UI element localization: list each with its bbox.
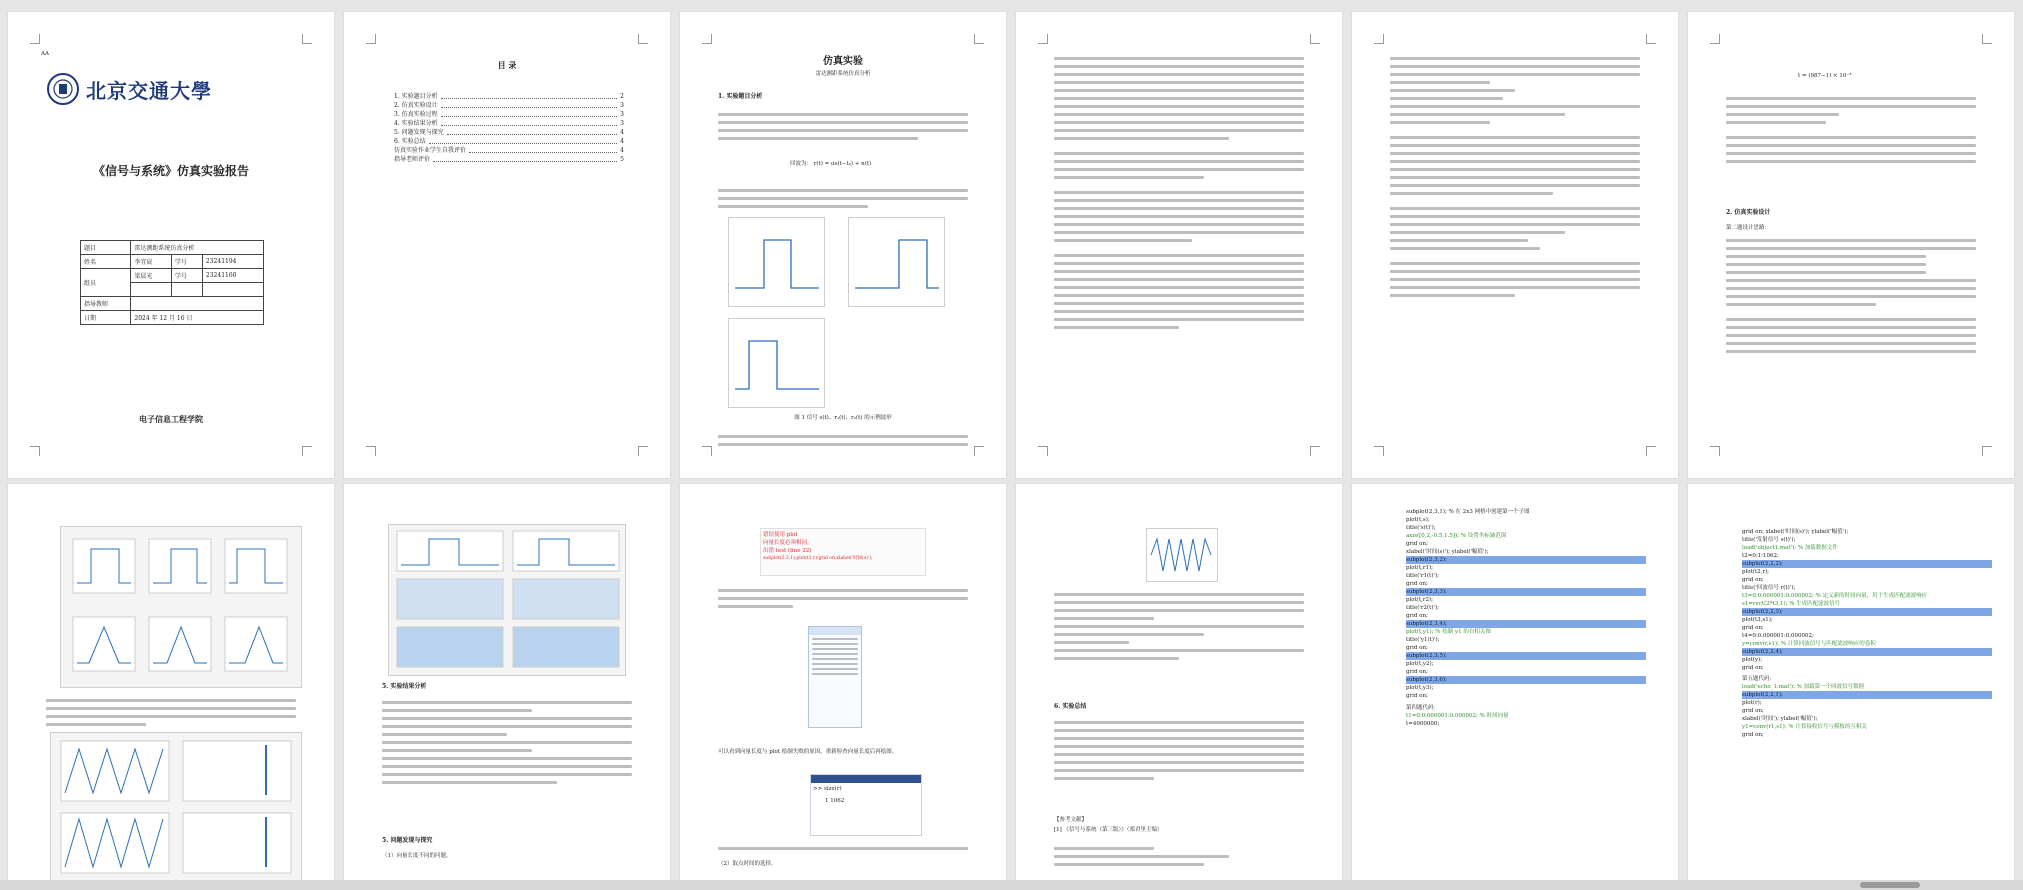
code-line: y1=conv(r1,s1); % 计算接收信号与模板的互相关 bbox=[1742, 724, 1867, 730]
paragraph bbox=[1054, 588, 1304, 665]
paragraph bbox=[1390, 52, 1640, 302]
experiment-title: 仿真实验 bbox=[823, 56, 863, 67]
college-name: 电子信息工程学院 bbox=[139, 414, 203, 424]
references-title: 【参考文献】 bbox=[1054, 817, 1088, 823]
code-line: xlabel('时间'); ylabel('幅值'); bbox=[1742, 716, 1818, 722]
cell-value: 雷达测距系统仿真分析 bbox=[131, 241, 264, 255]
error-line: 出错 test (line 22) bbox=[763, 548, 812, 554]
page-cover bbox=[8, 12, 334, 478]
code-line: t4=0:0.000001:0.000002; bbox=[1742, 633, 1814, 639]
error-line: 向量长度必须相同。 bbox=[763, 540, 813, 546]
paragraph bbox=[718, 108, 968, 145]
section-heading: 5. 实验结果分析 bbox=[382, 683, 427, 690]
code-line: grid on; bbox=[1742, 665, 1764, 671]
code-line: grid on; bbox=[1406, 581, 1428, 587]
code-line: plot(t3,s1); bbox=[1742, 617, 1773, 623]
workspace-screenshot bbox=[808, 626, 862, 728]
code-section-title: 第四题代码： bbox=[1406, 705, 1440, 711]
code-line: plot(t2,r); bbox=[1742, 569, 1770, 575]
figure-grid-4 bbox=[50, 732, 302, 880]
code-line: grid on; bbox=[1742, 625, 1764, 631]
scrollbar-thumb[interactable] bbox=[1860, 882, 1920, 888]
paragraph bbox=[718, 430, 968, 451]
code-line: subplot(2,2,1); bbox=[1742, 691, 1992, 699]
code-line: plot(t,r1); bbox=[1406, 565, 1434, 571]
code-line: xlabel('时间(s)'); ylabel('幅值'); bbox=[1406, 549, 1489, 555]
code-line: subplot(2,2,3); bbox=[1742, 608, 1992, 616]
code-line: t1=0:0.000001:0.000002; % 时间向量 bbox=[1406, 713, 1509, 719]
reference-item: [1] 《信号与系统（第三版）》（郑君里主编） bbox=[1054, 827, 1163, 833]
page-code-12 bbox=[1688, 484, 2014, 880]
cell-label: 日期 bbox=[81, 311, 131, 325]
page-debug-9 bbox=[680, 484, 1006, 880]
code-line: subplot(2,3,1); % 在 2x3 网格中创建第一个子图 bbox=[1406, 509, 1530, 515]
code-line: subplot(2,3,4); bbox=[1406, 620, 1646, 628]
code-block bbox=[1406, 508, 1646, 728]
code-line: y=conv(r,s1); % 计算回波信号与匹配滤波响应的卷积 bbox=[1742, 641, 1876, 647]
code-line: title('y1(t)'); bbox=[1406, 637, 1440, 643]
command-line: >> size(r) bbox=[813, 786, 842, 792]
code-line: axis([0,2,-0.5,1.5]); % 设置坐标轴范围 bbox=[1406, 533, 1507, 539]
code-line: s1=rect(2*t3,1); % 生成匹配滤波信号 bbox=[1742, 601, 1841, 607]
figure-rect-pulse bbox=[728, 217, 825, 307]
code-line: subplot(2,3,3); bbox=[1406, 588, 1646, 596]
horizontal-scrollbar[interactable] bbox=[0, 880, 2023, 890]
paragraph bbox=[46, 694, 296, 731]
command-window bbox=[810, 774, 922, 836]
paragraph bbox=[718, 184, 968, 213]
code-line: title('r1(t)'); bbox=[1406, 573, 1439, 579]
code-line: t3=0:0.000001:0.000002; % 定义新的时间向量，用于生成匹配滤波响应 bbox=[1742, 593, 1928, 599]
toc-item[interactable]: 5. 问题发现与探究 4 bbox=[394, 129, 624, 136]
page-figures-8 bbox=[344, 484, 670, 880]
cell-label: 姓名 bbox=[81, 255, 131, 269]
code-line: grid on; xlabel('时间(s)'); ylabel('幅值'); bbox=[1742, 529, 1849, 535]
cell-value: 2024 年 12 月 16 日 bbox=[131, 311, 264, 325]
code-line: grid on; bbox=[1742, 577, 1764, 583]
code-line: grid on; bbox=[1406, 693, 1428, 699]
code-line: grid on; bbox=[1742, 732, 1764, 738]
figure-noisy-signals bbox=[388, 524, 626, 676]
cell-label: 学号 bbox=[172, 269, 203, 283]
code-block bbox=[1742, 528, 1992, 739]
cell-value: 23241194 bbox=[202, 255, 263, 269]
page-text-5 bbox=[1352, 12, 1678, 478]
command-output: 1 1062 bbox=[825, 798, 845, 804]
error-line: 错误使用 plot bbox=[763, 532, 798, 538]
section-heading: 1. 实验题目分析 bbox=[718, 93, 763, 100]
sub-problem: （2）取点时间的选择。 bbox=[718, 861, 777, 867]
paragraph-lead: 第二题设计思路： bbox=[1726, 225, 1771, 231]
code-line: load('object1.mat'); % 加载数据文件 bbox=[1742, 545, 1838, 551]
cell-value: 梁晨光 bbox=[131, 269, 172, 283]
section-heading: 6. 实验总结 bbox=[1054, 703, 1087, 710]
figure-grid-6 bbox=[60, 526, 302, 688]
paragraph bbox=[1054, 716, 1304, 785]
figure-caption: 图 1 信号 s(t)、r₁(t)、r₂(t) 的示例波形 bbox=[794, 415, 892, 421]
cell-label: 组员 bbox=[81, 269, 131, 297]
paragraph bbox=[382, 696, 632, 789]
university-logo bbox=[46, 72, 212, 106]
university-seal-icon bbox=[46, 72, 80, 106]
toc-item[interactable]: 仿真实验作业学生自我评价 4 bbox=[394, 147, 624, 154]
matlab-error bbox=[760, 528, 926, 576]
code-line: grid on; bbox=[1406, 645, 1428, 651]
code-line: subplot(2,3,5); bbox=[1406, 652, 1646, 660]
paragraph bbox=[1054, 52, 1304, 334]
error-line: subplot(2,2,1);plot(t1,r);grid on;xlabel('时间(s)'); bbox=[763, 556, 873, 561]
toc-item[interactable]: 3. 仿真实验过程 3 bbox=[394, 111, 624, 118]
code-line: load('echo_1.mat'); % 加载第一个回波信号数据 bbox=[1742, 684, 1865, 690]
toc-list bbox=[394, 92, 624, 164]
formula: 回波为： r(t) = αs(t−t₀) + n(t) bbox=[790, 161, 872, 167]
cell-value bbox=[131, 297, 264, 311]
code-line: plot(y); bbox=[1742, 657, 1763, 663]
page-summary-10 bbox=[1016, 484, 1342, 880]
paragraph bbox=[1726, 234, 1976, 358]
info-table bbox=[80, 240, 264, 325]
note: 可以看到向量长度与 plot 绘制失败的原因，重新检查向量长度后再绘图。 bbox=[718, 749, 898, 755]
cell-label: 指导教师 bbox=[81, 297, 131, 311]
code-line: grid on; bbox=[1406, 613, 1428, 619]
figure-sine bbox=[1146, 528, 1218, 582]
code-section-title: 第五题代码： bbox=[1742, 676, 1776, 682]
code-line: grid on; bbox=[1406, 669, 1428, 675]
cell-value: 李宜宸 bbox=[131, 255, 172, 269]
paragraph bbox=[718, 584, 968, 613]
code-line: subplot(2,2,4); bbox=[1742, 648, 1992, 656]
corner-mark: AA bbox=[41, 51, 49, 57]
page-code-11 bbox=[1352, 484, 1678, 880]
figure-rect-pulse-shifted bbox=[848, 217, 945, 307]
report-title: 《信号与系统》仿真实验报告 bbox=[92, 164, 249, 178]
paragraph-lead: （1）向量长度不同的问题。 bbox=[382, 853, 452, 859]
code-line: title('回波信号 r(t)'); bbox=[1742, 585, 1796, 591]
code-line: plot(t,s); bbox=[1406, 517, 1430, 523]
section-heading: 5. 问题发现与探究 bbox=[382, 837, 433, 844]
paragraph bbox=[1054, 842, 1304, 871]
cell-value bbox=[131, 283, 172, 297]
toc-item[interactable]: 1. 实验题目分析 2 bbox=[394, 93, 624, 100]
code-line: plot(t,y1); % 绘制 y1 的自相关图 bbox=[1406, 629, 1491, 635]
code-line: plot(t,y3); bbox=[1406, 685, 1434, 691]
experiment-subtitle: 雷达测距系统仿真分析 bbox=[815, 71, 871, 77]
code-line: subplot(2,3,2); bbox=[1406, 556, 1646, 564]
page-experiment bbox=[680, 12, 1006, 478]
section-heading: 2. 仿真实验设计 bbox=[1726, 209, 1771, 216]
code-line: plot(t,y2); bbox=[1406, 661, 1434, 667]
code-line: title('r2(t)'); bbox=[1406, 605, 1439, 611]
toc-item[interactable]: 4. 实验结果分析 3 bbox=[394, 120, 624, 127]
university-name: 北京交通大學 bbox=[86, 78, 212, 103]
toc-item[interactable]: 6. 实验总结 4 bbox=[394, 138, 624, 145]
page-toc bbox=[344, 12, 670, 478]
code-line: t2=0:1:1062; bbox=[1742, 553, 1779, 559]
formula: t = (987−1) × 10⁻³ bbox=[1798, 73, 1852, 79]
code-line: title('s(t)'); bbox=[1406, 525, 1436, 531]
code-line: t=4000000; bbox=[1406, 721, 1440, 727]
paragraph bbox=[1726, 92, 1976, 168]
toc-item[interactable]: 2. 仿真实验设计 3 bbox=[394, 102, 624, 109]
cell-value: 23241160 bbox=[202, 269, 263, 283]
page-text-4 bbox=[1016, 12, 1342, 478]
code-line: grid on; bbox=[1406, 541, 1428, 547]
code-line: plot(r); bbox=[1742, 700, 1762, 706]
code-line: subplot(2,3,6); bbox=[1406, 676, 1646, 684]
page-text-6 bbox=[1688, 12, 2014, 478]
code-line: grid on; bbox=[1742, 708, 1764, 714]
figure-rect-pulse-echo bbox=[728, 318, 825, 408]
cell-label: 学号 bbox=[172, 255, 203, 269]
code-line: title('发射信号 s(t)'); bbox=[1742, 537, 1796, 543]
cell-label: 题目 bbox=[81, 241, 131, 255]
toc-title: 目 录 bbox=[497, 60, 517, 70]
page-figures-7 bbox=[8, 484, 334, 880]
paragraph bbox=[718, 842, 968, 855]
code-line: subplot(2,2,2); bbox=[1742, 560, 1992, 568]
toc-item[interactable]: 指导老师评价 5 bbox=[394, 156, 624, 163]
code-line: plot(t,r2); bbox=[1406, 597, 1434, 603]
